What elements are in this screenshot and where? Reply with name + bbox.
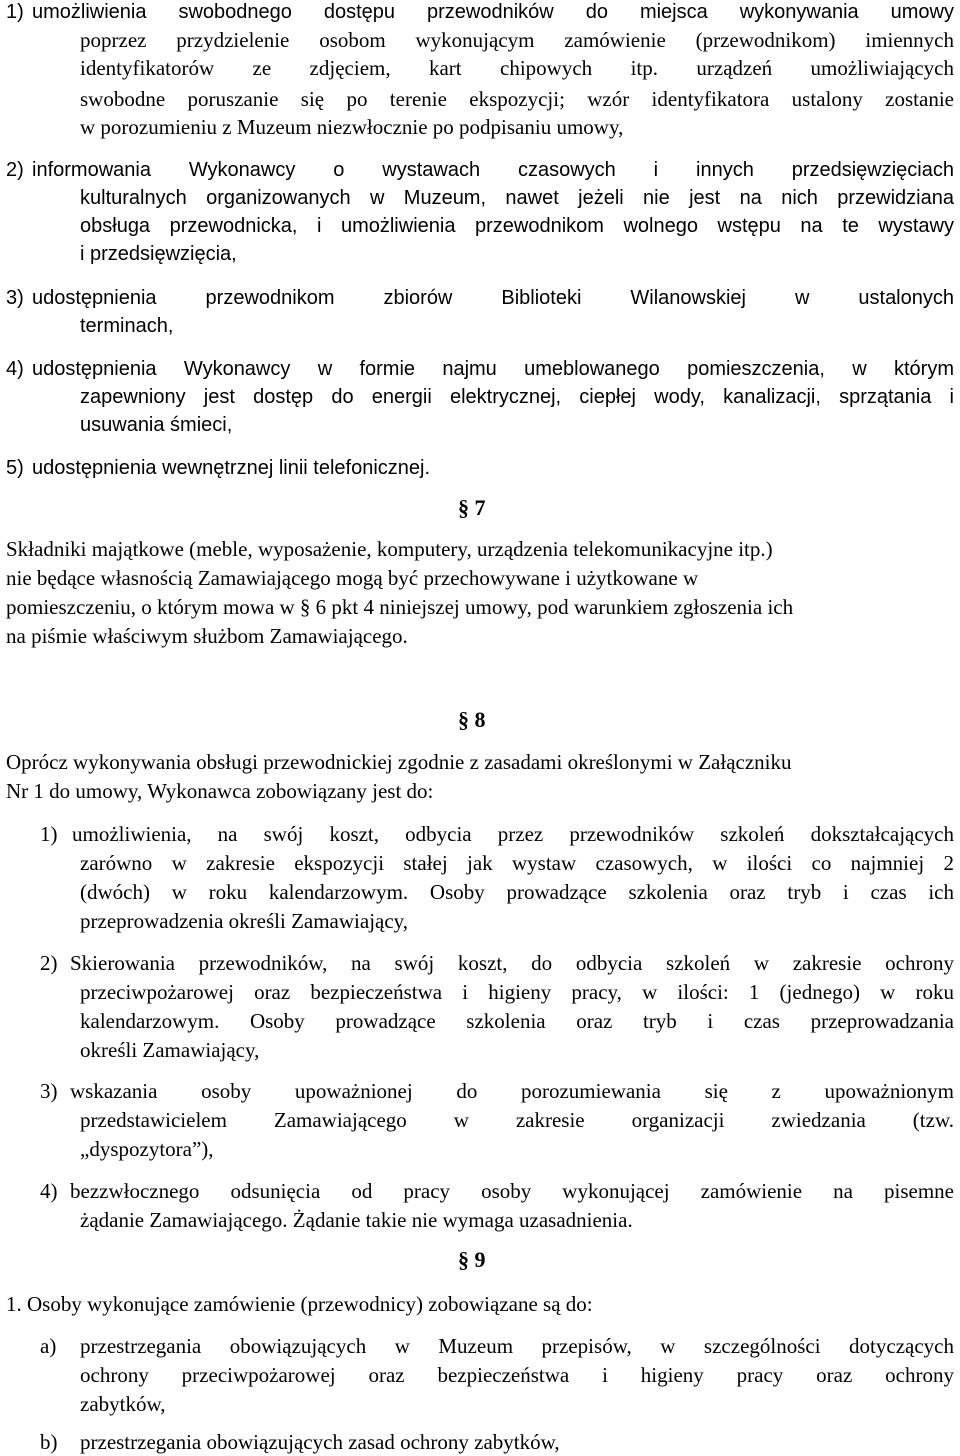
list-item-line: przestrzegania obowiązujących zasad ochrony zabytków,	[80, 1430, 560, 1454]
list-item-line: bezzwłocznego odsunięcia od pracy osoby wykonującej zamówienie na pisemne	[70, 1179, 954, 1203]
list-item-line: przeciwpożarowej oraz bezpieczeństwa i higieny pracy, w ilości: 1 (jednego) w roku	[80, 980, 954, 1004]
list-item-line: kulturalnych organizowanych w Muzeum, nawet jeżeli nie jest na nich przewidziana	[80, 187, 954, 209]
paragraph-line: nie będące własnością Zamawiającego mogą być przechowywane i użytkowane w	[6, 566, 699, 590]
list-item-line: identyfikatorów ze zdjęciem, kart chipowych itp. urządzeń umożliwiających	[80, 56, 954, 80]
list-item-line: umożliwienia swobodnego dostępu przewodników do miejsca wykonywania umowy	[32, 1, 954, 23]
paragraph-line: na piśmie właściwym służbom Zamawiającego.	[6, 624, 408, 648]
list-item-line: swobodne poruszanie się po terenie ekspozycji; wzór identyfikatora ustalony zostanie	[80, 87, 954, 111]
list-item-line: w porozumieniu z Muzeum niezwłocznie po podpisaniu umowy,	[80, 115, 624, 139]
list-item-line: udostępnienia wewnętrznej linii telefonicznej.	[32, 457, 431, 479]
list-item-number: 2)	[6, 159, 24, 181]
list-item-number: 4)	[40, 1179, 58, 1203]
list-item-number: 4)	[6, 358, 24, 380]
paragraph-line: 1. Osoby wykonujące zamówienie (przewodnicy) zobowiązane są do:	[6, 1292, 593, 1316]
list-item-number: 5)	[6, 457, 24, 479]
list-item-number: 1)	[40, 822, 58, 846]
list-item-number: 3)	[40, 1079, 58, 1103]
list-item-line: przeprowadzenia określi Zamawiający,	[80, 909, 409, 933]
list-item-line: żądanie Zamawiającego. Żądanie takie nie wymaga uzasadnienia.	[80, 1208, 633, 1232]
section-heading-8: § 8	[458, 707, 486, 732]
list-item-line: kalendarzowym. Osoby prowadzące szkolenia oraz tryb i czas przeprowadzania	[80, 1009, 954, 1033]
list-item-line: przedstawicielem Zamawiającego w zakresie organizacji zwiedzania (tzw.	[80, 1108, 954, 1132]
list-item-line: udostępnienia przewodnikom zbiorów Biblioteki Wilanowskiej w ustalonych	[32, 287, 954, 309]
list-item-line: zapewniony jest dostęp do energii elektrycznej, ciepłej wody, kanalizacji, sprzątania i	[80, 386, 954, 408]
list-item-line: zabytków,	[80, 1392, 166, 1416]
list-item-line: ochrony przeciwpożarowej oraz bezpieczeństwa i higieny pracy oraz ochrony	[80, 1363, 954, 1387]
list-item-line: terminach,	[80, 315, 174, 337]
list-item-line: obsługa przewodnicka, i umożliwienia przewodnikom wolnego wstępu na te wystawy	[80, 215, 954, 237]
paragraph-line: Oprócz wykonywania obsługi przewodnickiej zgodnie z zasadami określonymi w Załączniku	[6, 750, 792, 774]
list-item-letter: a)	[40, 1334, 57, 1358]
list-item-line: określi Zamawiający,	[80, 1038, 260, 1062]
section-heading-9: § 9	[458, 1247, 486, 1272]
list-item-letter: b)	[40, 1430, 58, 1454]
list-item-line: wskazania osoby upoważnionej do porozumiewania się z upoważnionym	[70, 1079, 954, 1103]
paragraph-line: Składniki majątkowe (meble, wyposażenie, komputery, urządzenia telekomunikacyjne itp.)	[6, 537, 773, 561]
list-item-line: i przedsięwzięcia,	[80, 243, 237, 265]
list-item-line: informowania Wykonawcy o wystawach czasowych i innych przedsięwzięciach	[32, 159, 954, 181]
list-item-line: zarówno w zakresie ekspozycji stałej jak wystaw czasowych, w ilości co najmniej 2	[80, 851, 954, 875]
paragraph-line: pomieszczeniu, o którym mowa w § 6 pkt 4 niniejszej umowy, pod warunkiem zgłoszenia ich	[6, 595, 794, 619]
list-item-line: udostępnienia Wykonawcy w formie najmu umeblowanego pomieszczenia, w którym	[32, 358, 954, 380]
section-heading-7: § 7	[458, 495, 486, 520]
list-item-line: przestrzegania obowiązujących w Muzeum przepisów, w szczególności dotyczących	[80, 1334, 954, 1358]
paragraph-line: Nr 1 do umowy, Wykonawca zobowiązany jest do:	[6, 779, 434, 803]
list-item-number: 2)	[40, 951, 58, 975]
list-item-number: 3)	[6, 287, 24, 309]
list-item-line: poprzez przydzielenie osobom wykonującym zamówienie (przewodnikom) imiennych	[80, 28, 954, 52]
list-item-line: „dyspozytora”),	[80, 1137, 214, 1161]
list-item-line: (dwóch) w roku kalendarzowym. Osoby prowadzące szkolenia oraz tryb i czas ich	[80, 880, 954, 904]
list-item-line: Skierowania przewodników, na swój koszt, do odbycia szkoleń w zakresie ochrony	[70, 951, 954, 975]
list-item-number: 1)	[6, 1, 24, 23]
list-item-line: umożliwienia, na swój koszt, odbycia przez przewodników szkoleń dokształcających	[72, 822, 954, 846]
list-item-line: usuwania śmieci,	[80, 414, 233, 436]
